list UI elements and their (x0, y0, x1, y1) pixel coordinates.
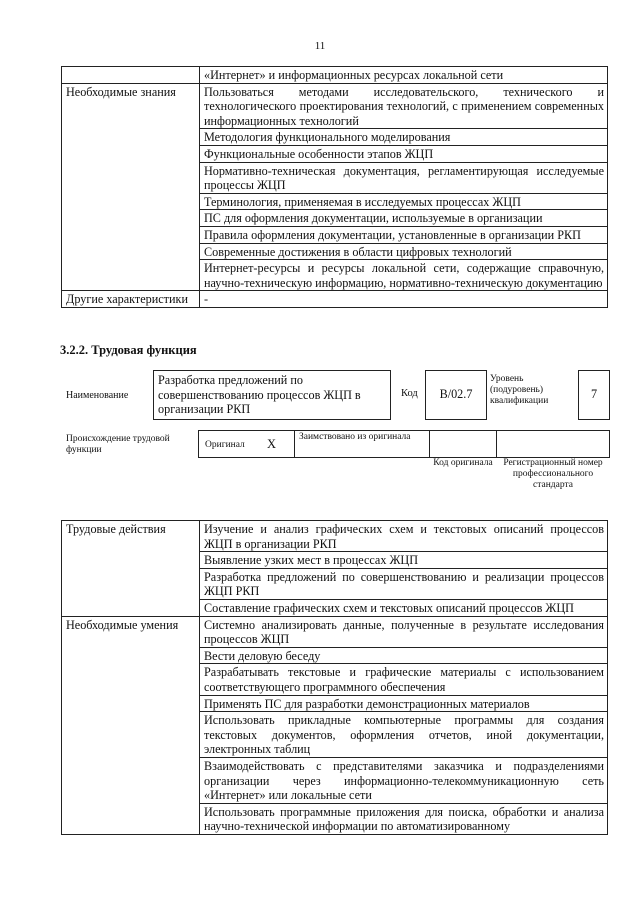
knowledge-table (61, 66, 608, 308)
list-item: Правила оформления документации, установленные в организации РКП (200, 226, 608, 243)
row-label-other-characteristics: Другие характеристики (62, 291, 200, 308)
row-label-required-knowledge: Необходимые знания (62, 83, 200, 291)
table-row (62, 521, 608, 552)
list-item: Изучение и анализ графических схем и текстовых описаний процессов ЖЦП в организации РКП (200, 521, 608, 552)
function-name: Разработка предложений по совершенствованию процессов ЖЦП в организации РКП (158, 373, 361, 416)
row-label-labor-actions: Трудовые действия (62, 521, 200, 617)
list-item: Интернет-ресурсы и ресурсы локальной сети, содержащие справочную, научно-техническую информацию, нормативно-техническую документацию (200, 260, 608, 291)
borrowed-label: Заимствовано из оригинала (299, 432, 411, 442)
list-item: Современные достижения в области цифровых технологий (200, 243, 608, 260)
list-item: Использовать прикладные компьютерные программы для создания текстовых документов, оформления отчетов, иной документации, электронных таблиц (200, 712, 608, 758)
list-item: Методология функционального моделирования (200, 129, 608, 146)
list-item: Разработка предложений по совершенствованию и реализации процессов ЖЦП РКП (200, 568, 608, 599)
function-name-box (153, 370, 391, 420)
list-item: Системно анализировать данные, полученные в результате исследования процессов ЖЦП (200, 616, 608, 647)
list-item: Нормативно-техническая документация, регламентирующая исследуемые процессы ЖЦП (200, 162, 608, 193)
table-row (62, 291, 608, 308)
list-item: Функциональные особенности этапов ЖЦП (200, 145, 608, 162)
code-caption: Код оригинала (433, 458, 493, 468)
code-label: Код (401, 388, 418, 399)
original-label: Оригинал (205, 440, 245, 450)
list-item: Пользоваться методами исследовательского, технического и технологического проектирования технологий, с применением современных информационных технологий (200, 83, 608, 129)
list-item: Использовать программные приложения для поиска, обработки и анализа научно-технической информации по автоматизированному (200, 803, 608, 834)
list-item: Вести деловую беседу (200, 647, 608, 664)
code-box (425, 370, 487, 420)
registration-caption: Регистрационный номер профессионального стандарта (503, 458, 603, 490)
table-row (62, 616, 608, 647)
code-value: B/02.7 (439, 387, 473, 401)
list-item: Выявление узких мест в процессах ЖЦП (200, 552, 608, 569)
list-item: - (200, 291, 608, 308)
section-heading: 3.2.2. Трудовая функция (60, 343, 197, 357)
list-item: «Интернет» и информационных ресурсах локальной сети (200, 67, 608, 84)
divider (496, 430, 497, 457)
original-mark: X (267, 437, 277, 451)
level-value: 7 (590, 387, 598, 401)
row-label-required-skills: Необходимые умения (62, 616, 200, 834)
origin-label: Происхождение трудовой функции (66, 434, 170, 455)
list-item: Составление графических схем и текстовых описаний процессов ЖЦП (200, 599, 608, 616)
divider (294, 430, 295, 457)
list-item: Взаимодействовать с представителями заказчика и подразделениями организации через информационно-телекоммуникационную сеть «Интернет» или локальные сети (200, 757, 608, 803)
list-item: Терминология, применяемая в исследуемых процессах ЖЦП (200, 193, 608, 210)
name-label: Наименование (66, 390, 129, 401)
table-row (62, 83, 608, 129)
row-label (62, 67, 200, 84)
level-label: Уровень (подуровень) квалификации (490, 374, 549, 406)
page-number: 11 (314, 40, 326, 52)
list-item: Разрабатывать текстовые и графические материалы с использованием соответствующего программного обеспечения (200, 664, 608, 695)
divider (429, 430, 430, 457)
list-item: ПС для оформления документации, используемые в организации (200, 210, 608, 227)
labor-actions-table (61, 520, 608, 835)
level-box (578, 370, 610, 420)
list-item: Применять ПС для разработки демонстрационных материалов (200, 695, 608, 712)
table-row (62, 67, 608, 84)
